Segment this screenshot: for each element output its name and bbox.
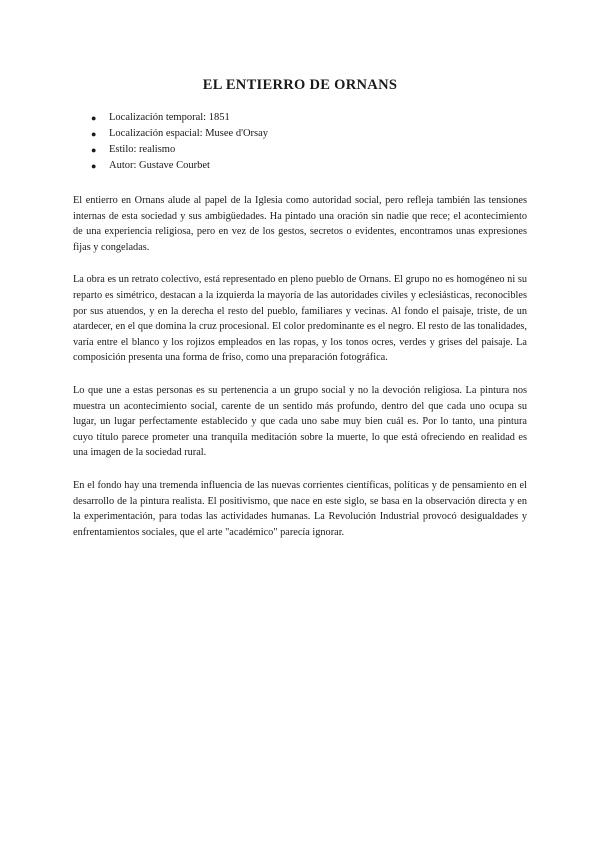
detail-item-espacial <box>91 126 527 142</box>
detail-text: Estilo: realismo <box>109 144 176 155</box>
paragraph-3: Lo que une a estas personas es su pertenencia a un grupo social y no la devoción religiosa. La pintura nos muestra un acontecimiento social, carente de un sentido más profundo, dentro del que cada uno ocupa su lugar, un lugar perfectamente establecido y que cada uno sabe muy bien cuál es. Por lo tanto, una pintura cuyo título parece prometer una tranquila meditación sobre la muerte, lo que está ofreciendo en realidad es una imagen de la sociedad rural. <box>73 384 527 459</box>
detail-text: Autor: Gustave Courbet <box>109 160 210 171</box>
detail-item-autor <box>91 158 527 174</box>
detail-item-estilo <box>91 142 527 158</box>
bullet-icon: ● <box>91 145 97 155</box>
detail-text: Localización temporal: 1851 <box>109 112 230 123</box>
artwork-details-list <box>73 110 527 174</box>
document-page <box>73 0 527 540</box>
paragraph-4: En el fondo hay una tremenda influencia de las nuevas corrientes científicas, políticas y de pensamiento en el desarrollo de la pintura realista. El positivismo, que nace en este siglo, se basa en la observación directa y en la experimentación, para todas las actividades humanas. La Revolución Industrial provocó desigualdades y enfrentamientos sociales, que el arte "académico" parecía ignorar. <box>73 479 527 538</box>
paragraph-1: El entierro en Ornans alude al papel de la Iglesia como autoridad social, pero refleja también las tensiones internas de esta sociedad y sus ambigüedades. Ha pintado una oración sin nadie que rece; el acontecimiento de una experiencia religiosa, pero en vez de los gestos, secretos o evidentes, encontramos unas expresiones fijas y congeladas. <box>73 195 527 253</box>
detail-text: Localización espacial: Musee d'Orsay <box>109 128 269 139</box>
detail-item-temporal <box>91 110 527 126</box>
page-title: EL ENTIERRO DE ORNANS <box>202 77 398 93</box>
bullet-icon: ● <box>91 113 97 123</box>
bullet-icon: ● <box>91 161 97 171</box>
paragraph-2: La obra es un retrato colectivo, está representado en pleno pueblo de Ornans. El grupo no es homogéneo ni su reparto es simétrico, destacan a la izquierda la mayoría de las autoridades civiles y eclesiásticas, reconocibles por sus atuendos, y en la derecha el resto del pueblo, familiares y vecinas. Al fondo el paisaje, triste, de un atardecer, en el que domina la cruz procesional. El color predominante es el negro. El resto de las tonalidades, varía entre el blanco y los rojizos empleados en las ropas, y los tonos ocres, verdes y grises del paisaje. La composición presenta una forma de friso, como una preparación fotográfica. <box>73 274 527 364</box>
bullet-icon: ● <box>91 129 97 139</box>
